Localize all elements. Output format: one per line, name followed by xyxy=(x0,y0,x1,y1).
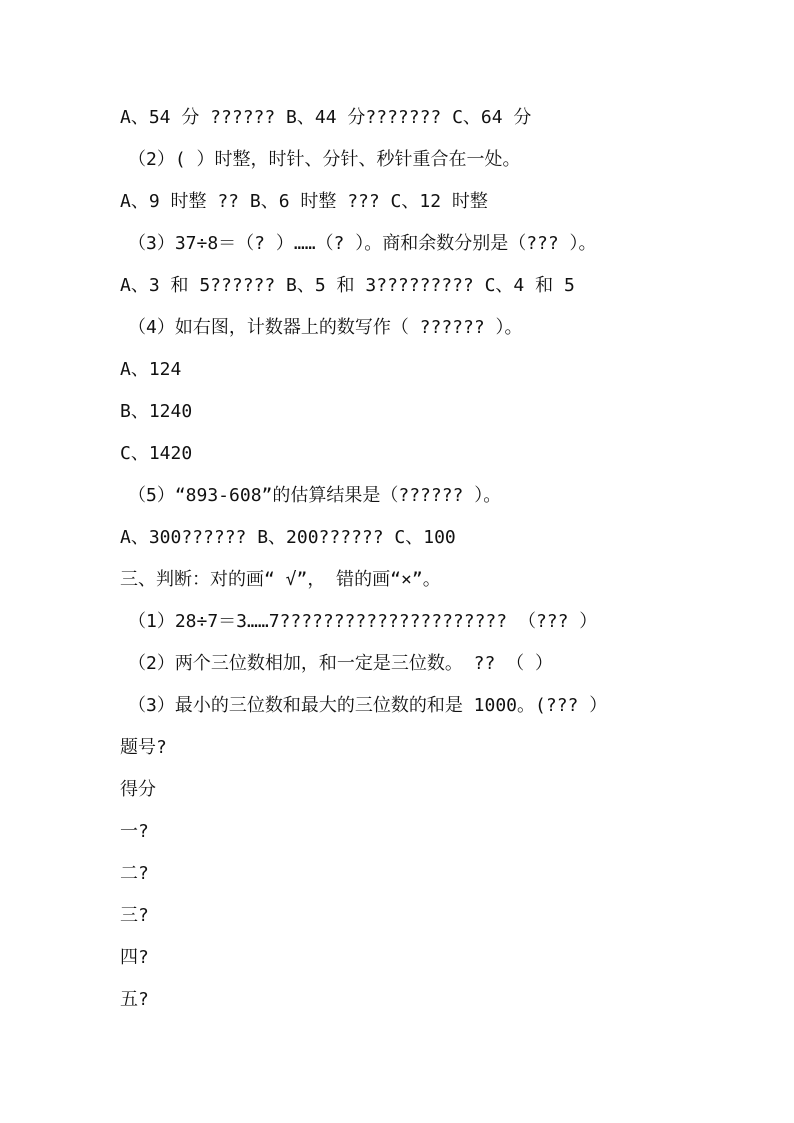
question-4: （4）如右图，计数器上的数写作（ ?????? ）。 xyxy=(128,317,523,338)
question-3: （3）37÷8＝（? ）……（? ）。商和余数分别是（??? ）。 xyxy=(128,233,597,254)
score-table-row-4: 四? xyxy=(120,947,149,968)
question-1-options: A、54 分 ?????? B、44 分??????? C、64 分 xyxy=(120,107,532,128)
judgment-3: （3）最小的三位数和最大的三位数的和是 1000。(??? ） xyxy=(128,695,608,716)
question-3-options: A、3 和 5?????? B、5 和 3????????? C、4 和 5 xyxy=(120,275,575,296)
question-2: （2）( ）时整，时针、分针、秒针重合在一处。 xyxy=(128,149,521,170)
question-5: （5）“893-608”的估算结果是（?????? ）。 xyxy=(128,485,502,506)
score-table-row-1: 一? xyxy=(120,821,149,842)
question-4-option-c: C、1420 xyxy=(120,443,193,464)
question-2-options: A、9 时整 ?? B、6 时整 ??? C、12 时整 xyxy=(120,191,488,212)
section-judgment-heading: 三、判断：对的画“ √”， 错的画“×”。 xyxy=(120,569,441,590)
score-table-header-score: 得分 xyxy=(120,779,156,800)
score-table-row-2: 二? xyxy=(120,863,149,884)
question-4-option-a: A、124 xyxy=(120,359,182,380)
judgment-2: （2）两个三位数相加，和一定是三位数。 ?? （ ） xyxy=(128,653,554,674)
score-table-row-3: 三? xyxy=(120,905,149,926)
score-table-header-number: 题号? xyxy=(120,737,167,758)
question-5-options: A、300?????? B、200?????? C、100 xyxy=(120,527,456,548)
question-4-option-b: B、1240 xyxy=(120,401,193,422)
score-table-row-5: 五? xyxy=(120,989,149,1010)
judgment-1: （1）28÷7＝3……7????????????????????? （??? ） xyxy=(128,611,598,632)
